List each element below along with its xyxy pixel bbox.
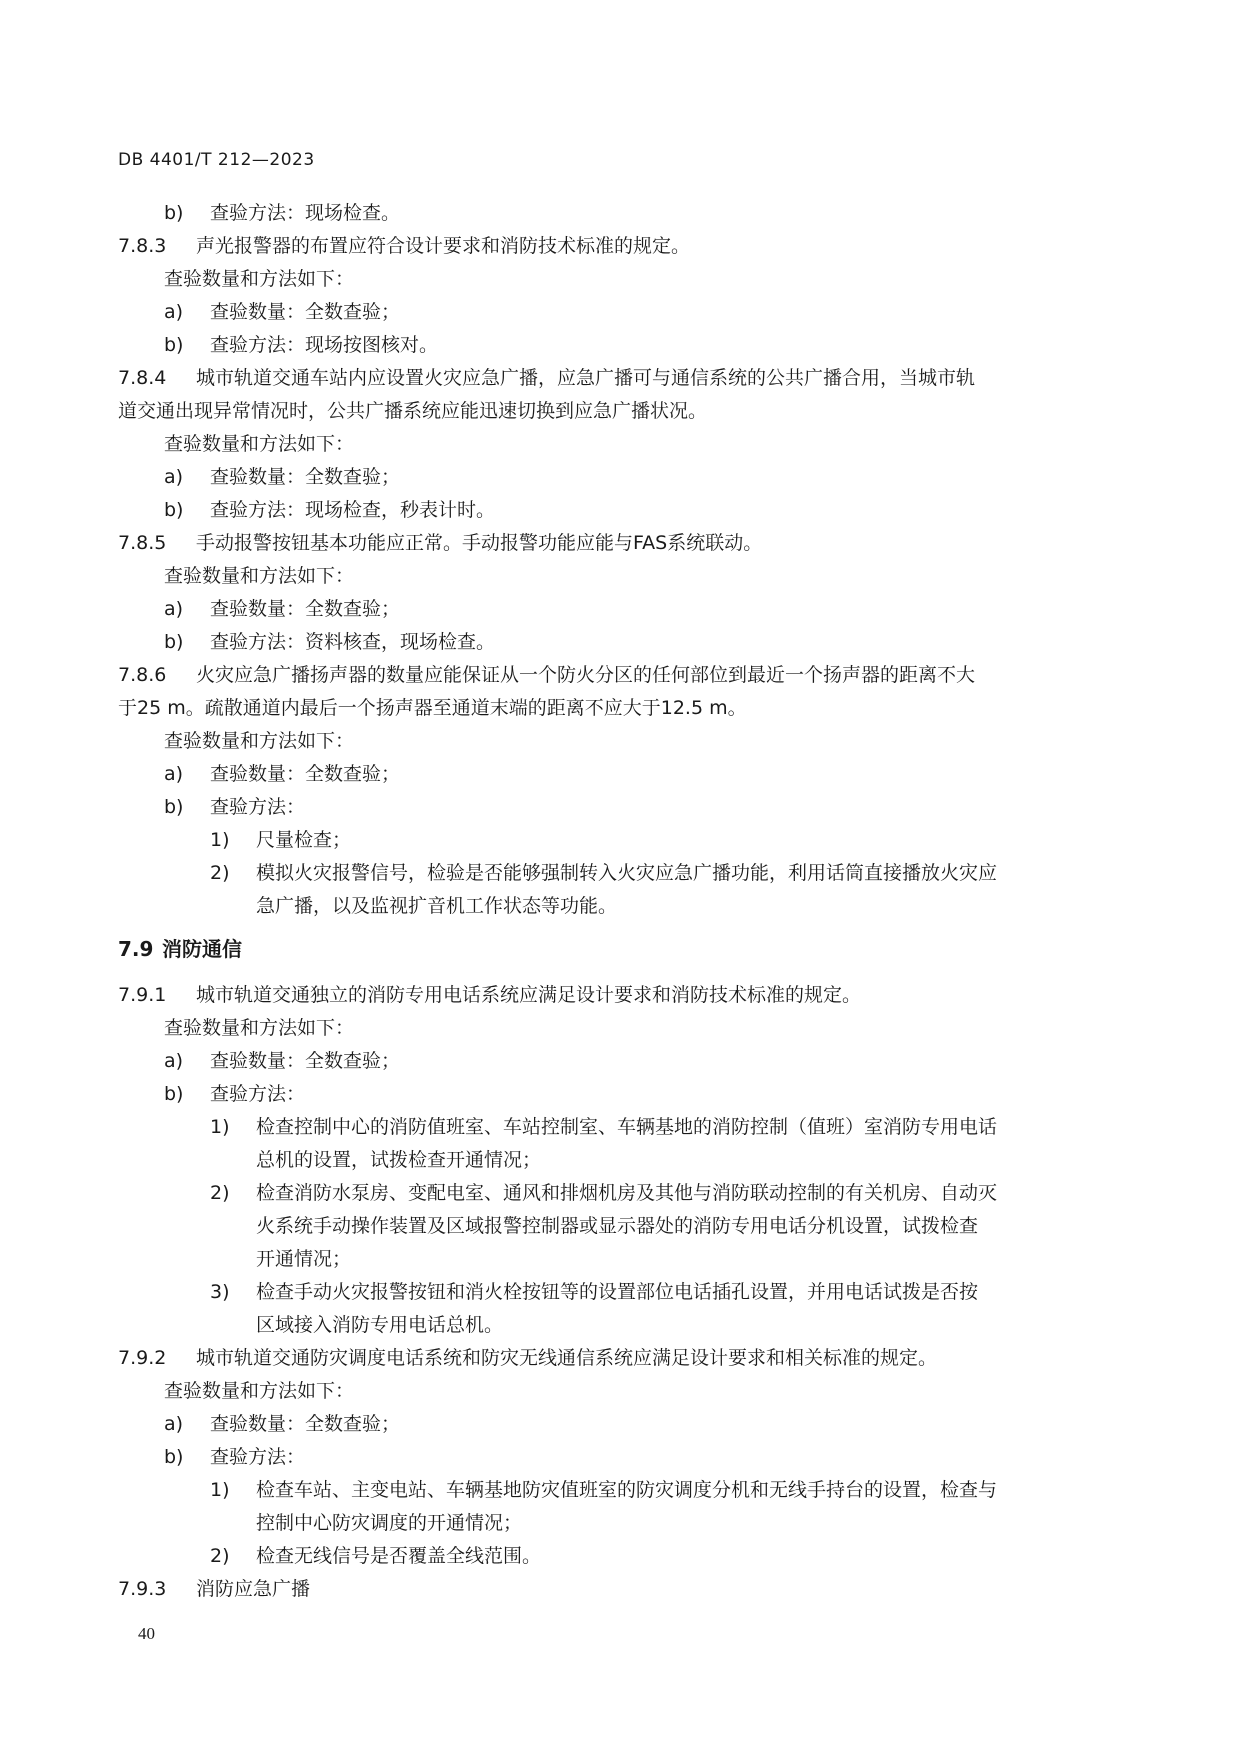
line-text: 控制中心防灾调度的开通情况； (256, 1512, 523, 1534)
line-text: 查验数量：全数查验； (210, 301, 401, 323)
line-text: 急广播，以及监视扩音机工作状态等功能。 (256, 895, 618, 917)
line-text: 查验方法： (210, 1446, 306, 1468)
line-number: b) (164, 202, 184, 224)
text-line (118, 230, 1098, 263)
line-number: 7.9.1 (118, 984, 167, 1006)
line-number: 1) (210, 1479, 230, 1501)
line-text: 查验数量和方法如下： (164, 268, 355, 290)
line-text: 开通情况； (256, 1248, 352, 1270)
line-text: 检查控制中心的消防值班室、车站控制室、车辆基地的消防控制（值班）室消防专用电话 (256, 1116, 998, 1138)
text-line (118, 1012, 1098, 1045)
standard-code-header: DB 4401/T 212—2023 (118, 150, 315, 170)
line-text: 总机的设置，试拨检查开通情况； (256, 1149, 542, 1171)
text-line (118, 428, 1098, 461)
line-text: 查验方法：现场按图核对。 (210, 334, 439, 356)
line-text: 区域接入消防专用电话总机。 (256, 1314, 504, 1336)
line-number: 7.8.3 (118, 235, 167, 257)
line-text: 查验方法： (210, 1083, 306, 1105)
line-number: 2) (210, 1182, 230, 1204)
text-line (118, 362, 1098, 395)
text-line (118, 1375, 1098, 1408)
line-number: 7.9.2 (118, 1347, 167, 1369)
line-number: a) (164, 1050, 184, 1072)
text-line (118, 890, 1098, 923)
line-text: 城市轨道交通防灾调度电话系统和防灾无线通信系统应满足设计要求和相关标准的规定。 (196, 1347, 938, 1369)
text-line (118, 1243, 1098, 1276)
text-line (118, 824, 1098, 857)
text-line (118, 197, 1098, 230)
line-text: 查验数量：全数查验； (210, 598, 401, 620)
text-line (118, 725, 1098, 758)
text-line (118, 1276, 1098, 1309)
line-text: 检查手动火灾报警按钮和消火栓按钮等的设置部位电话插孔设置，并用电话试拨是否按 (256, 1281, 979, 1303)
line-number: b) (164, 334, 184, 356)
text-line (118, 1144, 1098, 1177)
text-line (118, 296, 1098, 329)
document-body (118, 197, 1098, 1606)
line-text: 查验数量和方法如下： (164, 730, 355, 752)
text-line (118, 1111, 1098, 1144)
line-text: 查验数量：全数查验； (210, 466, 401, 488)
line-text: 尺量检查； (256, 829, 352, 851)
line-text: 道交通出现异常情况时，公共广播系统应能迅速切换到应急广播状况。 (118, 400, 708, 422)
line-number: 2) (210, 862, 230, 884)
text-line (118, 1045, 1098, 1078)
line-number: b) (164, 796, 184, 818)
line-text: 手动报警按钮基本功能应正常。手动报警功能应能与FAS系统联动。 (196, 532, 763, 554)
line-text: 查验数量：全数查验； (210, 763, 401, 785)
line-number: b) (164, 499, 184, 521)
line-number: a) (164, 598, 184, 620)
page-number: 40 (138, 1624, 155, 1643)
line-text: 模拟火灾报警信号，检验是否能够强制转入火灾应急广播功能，利用话筒直接播放火灾应 (256, 862, 998, 884)
text-line (118, 527, 1098, 560)
text-line (118, 791, 1098, 824)
section-number: 7.9 (118, 937, 154, 961)
line-text: 查验方法： (210, 796, 306, 818)
text-line (118, 758, 1098, 791)
line-text: 查验方法：现场检查，秒表计时。 (210, 499, 496, 521)
text-line (118, 461, 1098, 494)
line-text: 查验方法：资料核查，现场检查。 (210, 631, 496, 653)
text-line (118, 857, 1098, 890)
line-text: 查验数量：全数查验； (210, 1413, 401, 1435)
line-text: 城市轨道交通独立的消防专用电话系统应满足设计要求和消防技术标准的规定。 (196, 984, 862, 1006)
line-number: b) (164, 1083, 184, 1105)
section-title: 消防通信 (162, 937, 242, 961)
text-line (118, 979, 1098, 1012)
line-text: 于25 m。疏散通道内最后一个扬声器至通道末端的距离不应大于12.5 m。 (118, 697, 747, 719)
text-line (118, 329, 1098, 362)
line-text: 火系统手动操作装置及区域报警控制器或显示器处的消防专用电话分机设置，试拨检查 (256, 1215, 979, 1237)
line-text: 查验数量和方法如下： (164, 565, 355, 587)
line-number: 3) (210, 1281, 230, 1303)
line-number: a) (164, 466, 184, 488)
line-text: 查验数量：全数查验； (210, 1050, 401, 1072)
line-number: b) (164, 1446, 184, 1468)
text-line (118, 1177, 1098, 1210)
text-line (118, 1474, 1098, 1507)
text-line (118, 1507, 1098, 1540)
line-number: 7.8.5 (118, 532, 167, 554)
line-text: 城市轨道交通车站内应设置火灾应急广播，应急广播可与通信系统的公共广播合用，当城市轨 (196, 367, 976, 389)
line-text: 查验数量和方法如下： (164, 1380, 355, 1402)
line-number: 1) (210, 1116, 230, 1138)
line-number: 2) (210, 1545, 230, 1567)
text-line (118, 395, 1098, 428)
line-number: a) (164, 1413, 184, 1435)
line-text: 查验方法：现场检查。 (210, 202, 401, 224)
line-text: 检查消防水泵房、变配电室、通风和排烟机房及其他与消防联动控制的有关机房、自动灭 (256, 1182, 998, 1204)
text-line (118, 1408, 1098, 1441)
line-number: 7.9.3 (118, 1578, 167, 1600)
line-number: a) (164, 301, 184, 323)
line-number: 7.8.6 (118, 664, 167, 686)
text-line (118, 263, 1098, 296)
text-line (118, 659, 1098, 692)
line-text: 检查无线信号是否覆盖全线范围。 (256, 1545, 542, 1567)
line-number: a) (164, 763, 184, 785)
line-number: b) (164, 631, 184, 653)
text-line (118, 560, 1098, 593)
text-line (118, 1540, 1098, 1573)
line-number: 1) (210, 829, 230, 851)
text-line (118, 1210, 1098, 1243)
text-line (118, 593, 1098, 626)
line-text: 检查车站、主变电站、车辆基地防灾值班室的防灾调度分机和无线手持台的设置，检查与 (256, 1479, 998, 1501)
text-line (118, 1078, 1098, 1111)
line-text: 声光报警器的布置应符合设计要求和消防技术标准的规定。 (196, 235, 691, 257)
text-line (118, 1573, 1098, 1606)
text-line (118, 494, 1098, 527)
text-line (118, 626, 1098, 659)
text-line (118, 692, 1098, 725)
text-line (118, 1309, 1098, 1342)
line-text: 查验数量和方法如下： (164, 1017, 355, 1039)
line-text: 火灾应急广播扬声器的数量应能保证从一个防火分区的任何部位到最近一个扬声器的距离不大 (196, 664, 976, 686)
section-heading (118, 933, 1098, 967)
line-number: 7.8.4 (118, 367, 167, 389)
text-line (118, 1342, 1098, 1375)
line-text: 消防应急广播 (196, 1578, 311, 1600)
text-line (118, 1441, 1098, 1474)
line-text: 查验数量和方法如下： (164, 433, 355, 455)
